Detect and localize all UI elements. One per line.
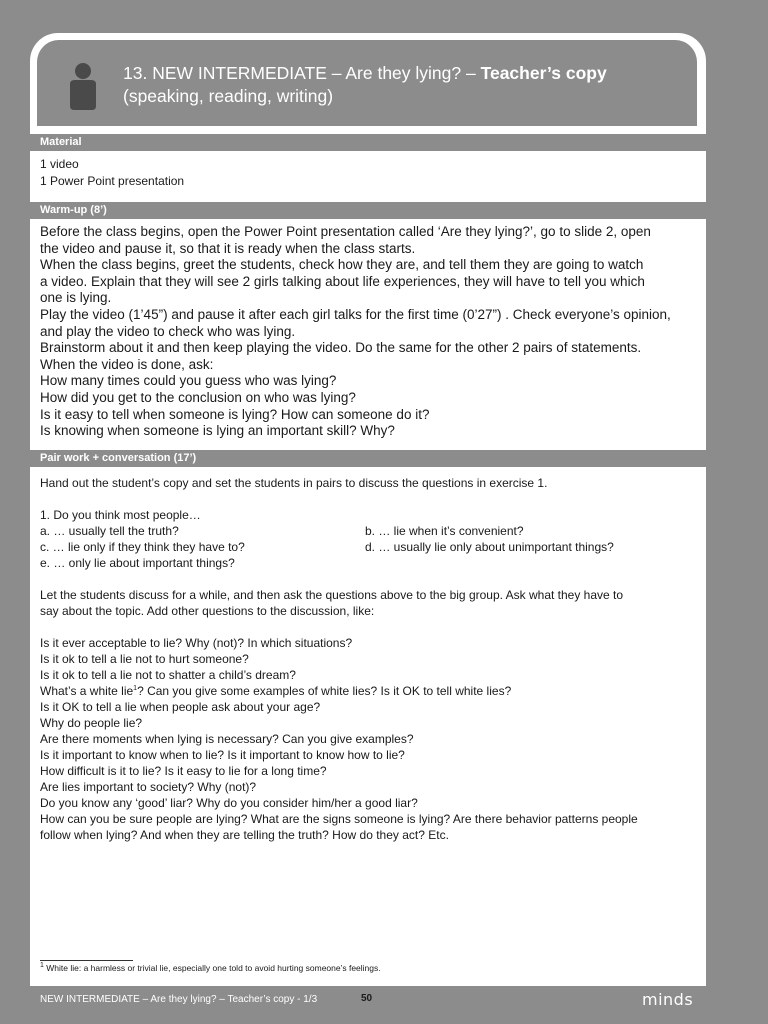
- discussion-question: Is it OK to tell a lie when people ask about your age?: [40, 700, 321, 714]
- discussion-question: How can you be sure people are lying? What are the signs someone is lying? Are there behavior patterns people: [40, 812, 638, 826]
- warmup-line: and play the video to check who was lying.: [40, 323, 296, 339]
- discussion-question: Is it ever acceptable to lie? Why (not)? In which situations?: [40, 636, 353, 650]
- discussion-question: Do you know any ‘good’ liar? Why do you consider him/her a good liar?: [40, 796, 418, 810]
- question-list-a: [40, 635, 696, 683]
- warmup-line: Before the class begins, open the Power Point presentation called ‘Are they lying?’, go to slide 2, open: [40, 224, 651, 239]
- pair-heading: Pair work + conversation (17’): [30, 450, 706, 467]
- warmup-line: one is lying.: [40, 290, 112, 306]
- footnote-ref: 1: [133, 685, 138, 692]
- discussion-question: Are lies important to society? Why (not)?: [40, 780, 257, 794]
- warmup-line: How did you get to the conclusion on who was lying?: [40, 389, 356, 405]
- minds-logo: minds: [642, 990, 694, 1009]
- option-c: c. … lie only if they think they have to?: [40, 540, 245, 554]
- warmup-box: [30, 219, 706, 449]
- material-item: 1 Power Point presentation: [40, 174, 185, 188]
- discussion-question: Are there moments when lying is necessary? Can you give examples?: [40, 732, 414, 746]
- discussion-question: follow when lying? And when they are telling the truth? How do they act? Etc.: [40, 828, 449, 842]
- option-e: e. … only lie about important things?: [40, 556, 235, 570]
- option-b: b. … lie when it’s convenient?: [365, 524, 524, 538]
- footnote: $^1$ White lie: a harmless or trivial lie, especially one told to avoid hurting someone’s feelings.: [40, 962, 381, 973]
- option-d: d. … usually lie only about unimportant things?: [365, 540, 614, 554]
- warmup-line: How many times could you guess who was lying?: [40, 373, 337, 389]
- warmup-line: When the class begins, greet the students, check how they are, and tell them they are going to watch: [40, 257, 644, 273]
- page-title: [123, 62, 683, 108]
- header-banner: [37, 40, 697, 126]
- warmup-line: Brainstorm about it and then keep playing the video. Do the same for the other 2 pairs of statements.: [40, 340, 642, 356]
- warmup-line: Play the video (1’45”) and pause it after each girl talks for the first time (0’27”) . Check everyone’s opinion,: [40, 306, 671, 322]
- pair-intro: Hand out the student’s copy and set the students in pairs to discuss the questions in exercise 1.: [40, 476, 548, 490]
- footnote-divider: [40, 960, 133, 961]
- material-item: 1 video: [40, 157, 79, 171]
- question-1: 1. Do you think most people…: [40, 508, 201, 522]
- title-bold: Teacher’s copy: [480, 63, 607, 83]
- discussion-question: Is it ok to tell a lie not to hurt someone?: [40, 652, 249, 666]
- warmup-line: the video and pause it, so that it is ready when the class starts.: [40, 240, 416, 256]
- material-box: [30, 151, 706, 202]
- warmup-line: When the video is done, ask:: [40, 356, 214, 372]
- warmup-line: Is knowing when someone is lying an important skill? Why?: [40, 423, 395, 439]
- warmup-line: a video. Explain that they will see 2 girls talking about life experiences, they will have to tell you which: [40, 273, 645, 289]
- question-list-b: [40, 699, 696, 843]
- discussion-question: Why do people lie?: [40, 716, 143, 730]
- white-lie-question: What’s a white lie$^1$? Can you give some examples of white lies? Is it OK to tell white lies?: [40, 684, 512, 698]
- warmup-line: Is it easy to tell when someone is lying? How can someone do it?: [40, 406, 430, 422]
- discussion-question: Is it ok to tell a lie not to shatter a child’s dream?: [40, 668, 296, 682]
- subtitle: (speaking, reading, writing): [123, 86, 334, 106]
- discussion-question: Is it important to know when to lie? Is it important to know how to lie?: [40, 748, 405, 762]
- material-heading: Material: [30, 134, 706, 151]
- title-text: 13. NEW INTERMEDIATE – Are they lying? –: [123, 63, 481, 83]
- person-icon: [67, 62, 99, 110]
- page-number: 50: [361, 993, 373, 1004]
- footer-text: NEW INTERMEDIATE – Are they lying? – Teacher’s copy - 1/3: [40, 994, 318, 1005]
- discussion-paragraph-2: say about the topic. Add other questions to the discussion, like:: [40, 604, 375, 618]
- discussion-question: How difficult is it to lie? Is it easy to lie for a long time?: [40, 764, 327, 778]
- option-a: a. … usually tell the truth?: [40, 524, 179, 538]
- discussion-paragraph-1: Let the students discuss for a while, and then ask the questions above to the big group. Ask what they have to: [40, 588, 624, 602]
- warmup-heading: Warm-up (8’): [30, 202, 706, 219]
- pair-box: [30, 467, 706, 986]
